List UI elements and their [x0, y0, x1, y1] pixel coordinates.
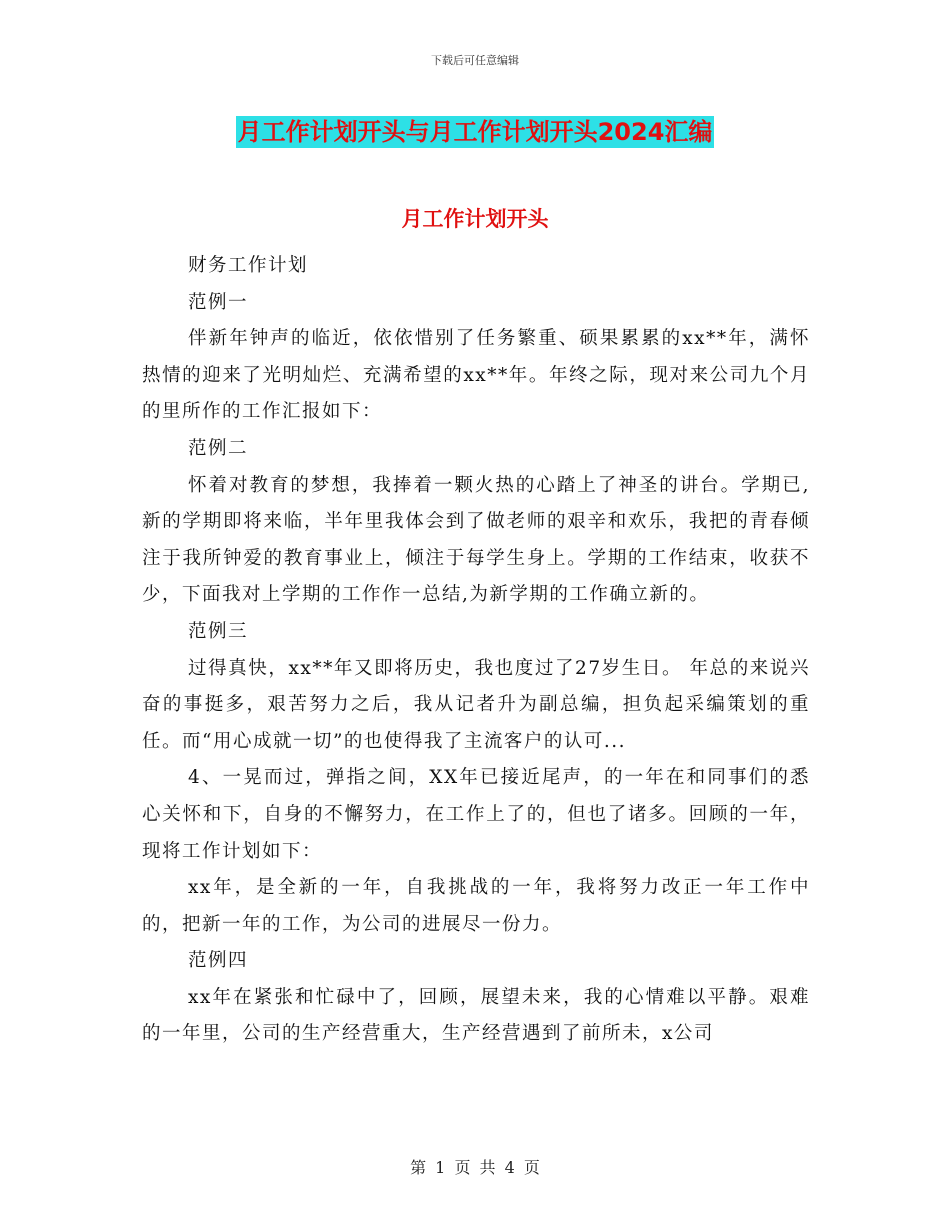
paragraph: 过得真快，xx**年又即将历史，我也度过了27岁生日。 年总的来说兴奋的事挺多，艰苦努力之后，我从记者升为副总编，担负起采编策划的重任。而“用心成就一切”的也使得我了主流客户的认可...	[142, 657, 810, 752]
paragraph: 财务工作计划	[188, 255, 309, 276]
paragraph: 范例二	[188, 437, 249, 459]
paragraph: 伴新年钟声的临近，依依惜别了任务繁重、硕果累累的xx**年，满怀热情的迎来了光明灿烂、充满希望的xx**年。年终之际，现对来公司九个月的里所作的工作汇报如下：	[142, 328, 810, 423]
paragraph: 怀着对教育的梦想，我捧着一颗火热的心踏上了神圣的讲台。学期已,新的学期即将来临，半年里我体会到了做老师的艰辛和欢乐，我把的青春倾注于我所钟爱的教育事业上，倾注于每学生身上。学期的工作结束，收获不少，下面我对上学期的工作作一总结,为新学期的工作确立新的。	[142, 474, 810, 606]
document-title	[0, 112, 950, 147]
page-header-note: 下载后可任意编辑	[431, 54, 519, 67]
document-title-text: 月工作计划开头与月工作计划开头2024汇编	[237, 118, 713, 146]
paragraph: 范例四	[188, 950, 249, 972]
paragraph: 范例一	[188, 291, 249, 313]
paragraph: xx年，是全新的一年，自我挑战的一年，我将努力改正一年工作中的，把新一年的工作，为公司的进展尽一份力。	[142, 877, 810, 935]
page-footer-number: 第 1 页 共 4 页	[410, 1158, 540, 1177]
section-title: 月工作计划开头	[401, 207, 549, 231]
paragraph: 4、一晃而过，弹指之间，XX年已接近尾声，的一年在和同事们的悉心关怀和下，自身的不懈努力，在工作上了的，但也了诸多。回顾的一年，现将工作计划如下：	[142, 767, 810, 862]
paragraph: 范例三	[188, 620, 249, 642]
paragraph: xx年在紧张和忙碌中了，回顾，展望未来，我的心情难以平静。艰难的一年里，公司的生产经营重大，生产经营遇到了前所未，x公司	[142, 986, 810, 1045]
document-body	[142, 248, 810, 1053]
